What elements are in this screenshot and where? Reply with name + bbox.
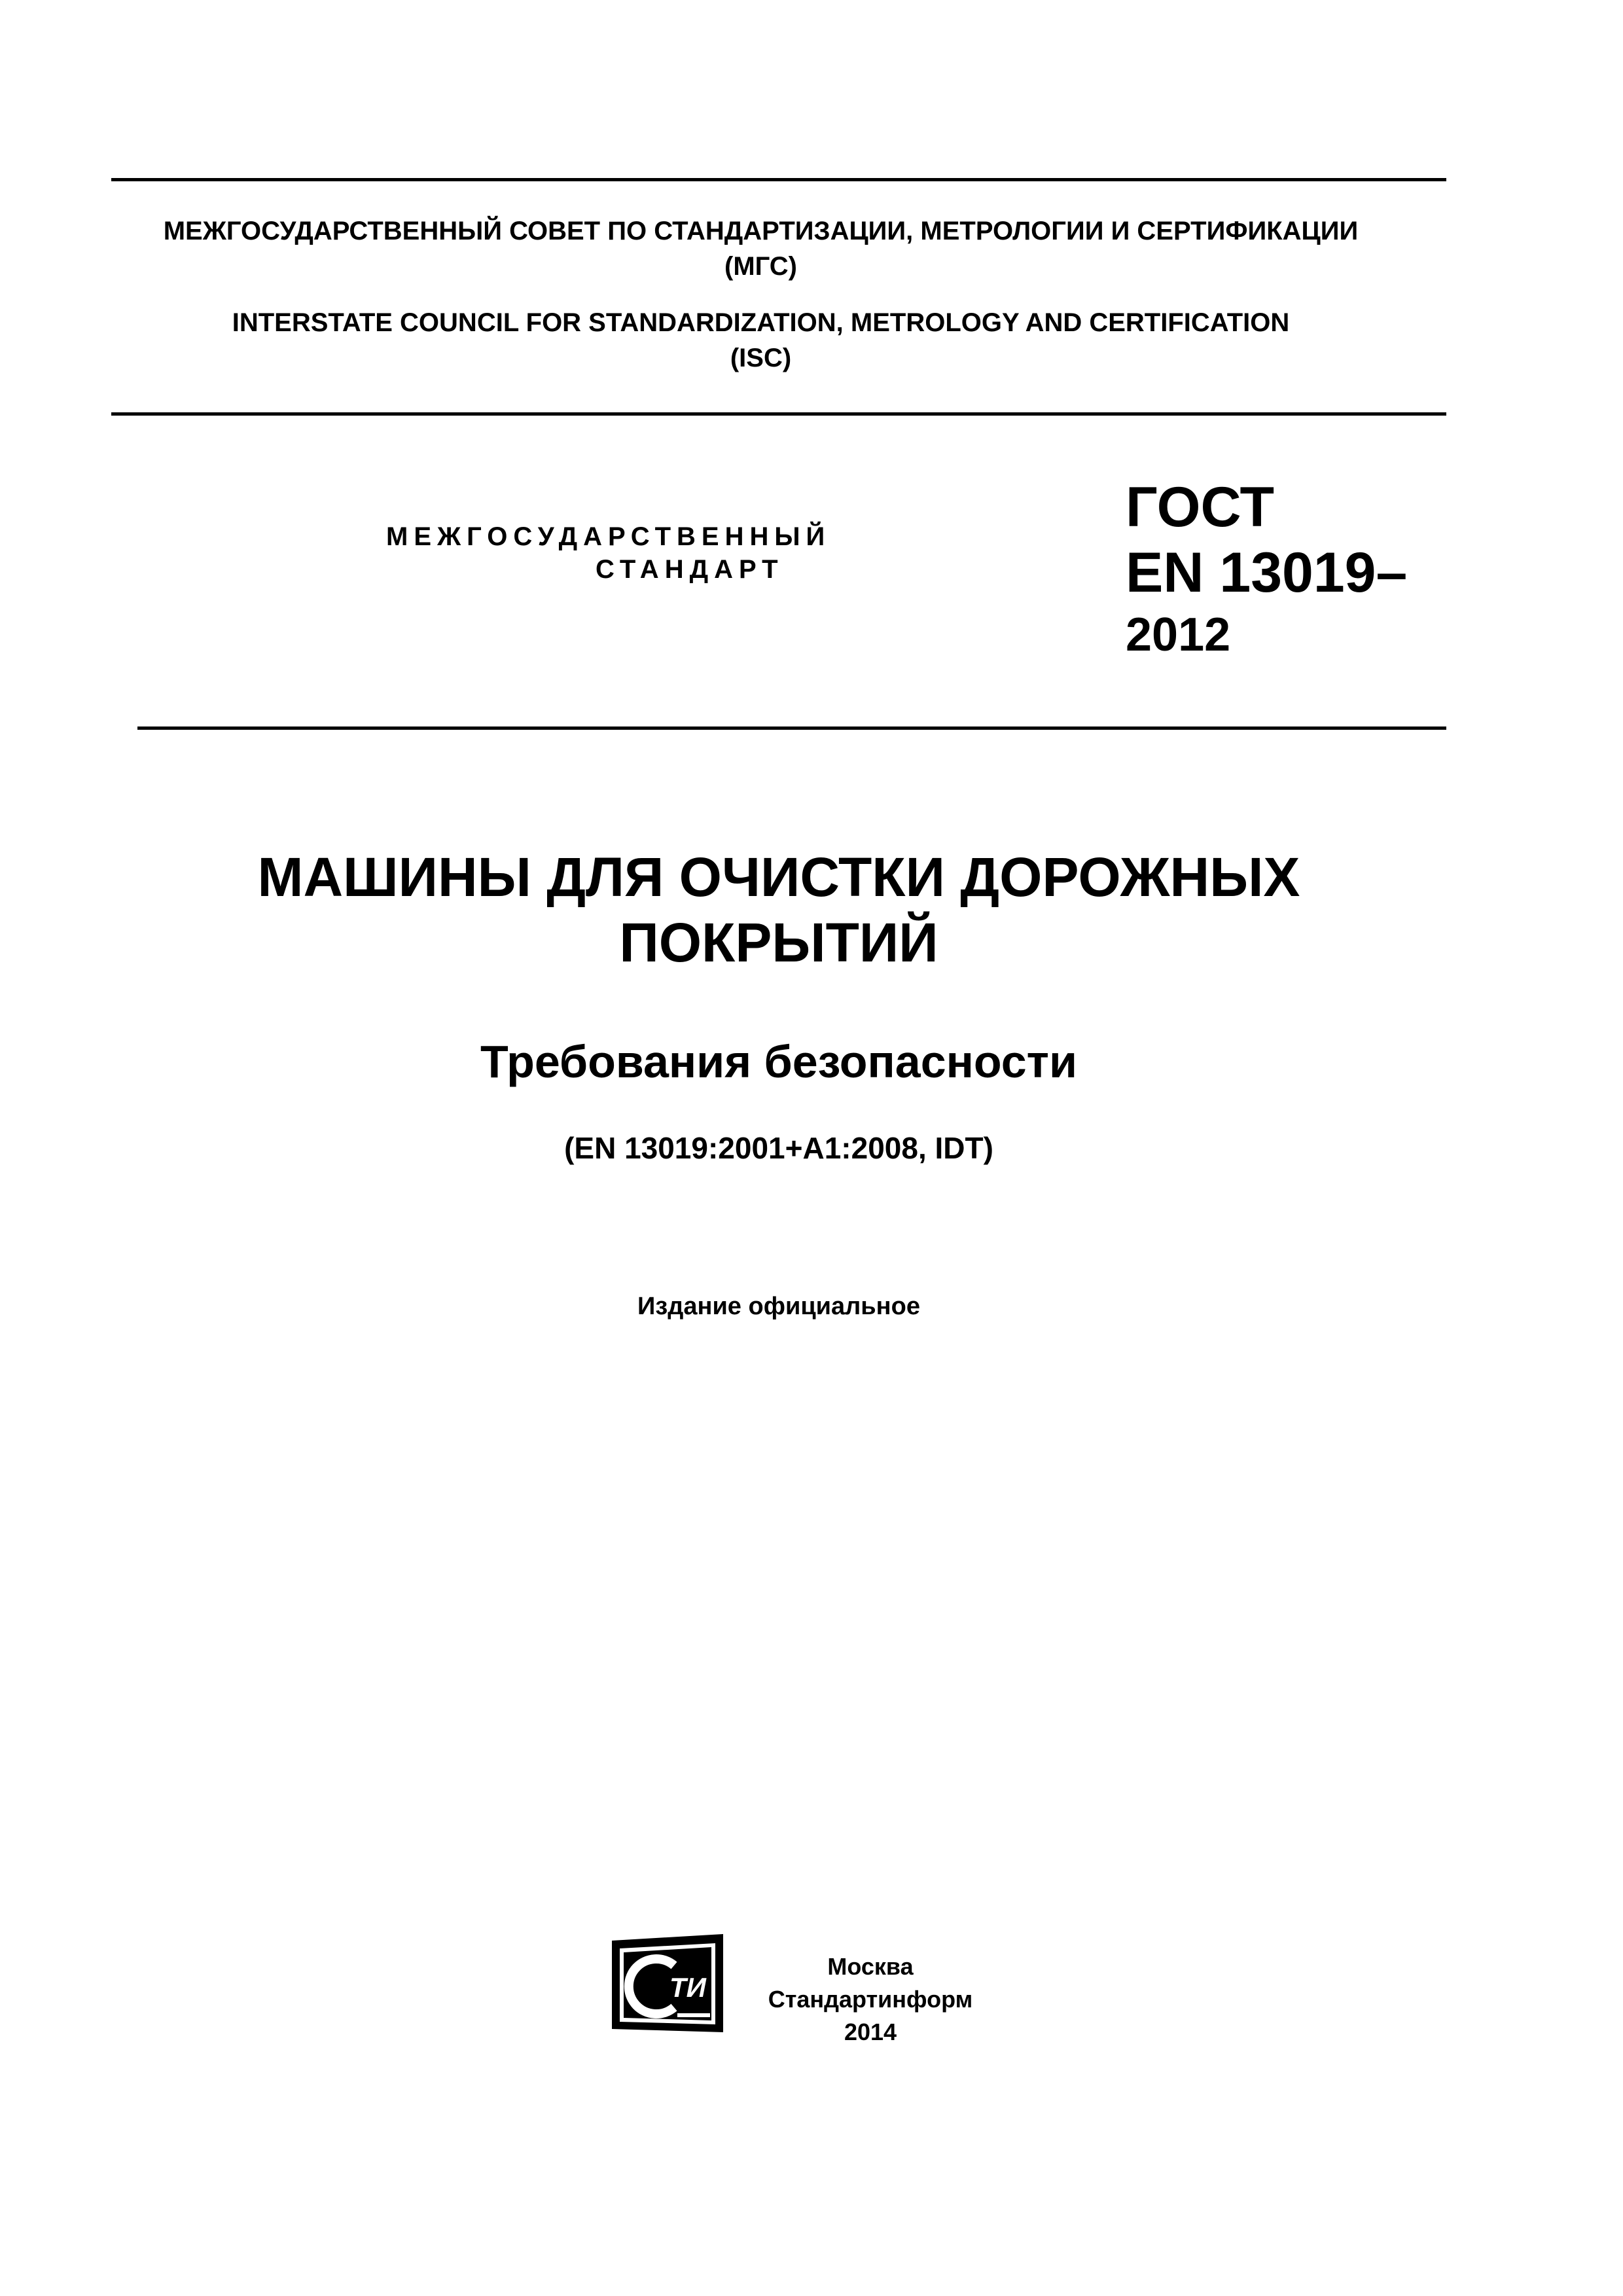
publisher-block [746,1950,995,2049]
gost-year: 2012 [1126,609,1231,661]
document-subtitle: Требования безопасности [480,1036,1077,1087]
council-ru-name: МЕЖГОСУДАРСТВЕННЫЙ СОВЕТ ПО СТАНДАРТИЗАЦИИ, МЕТРОЛОГИИ И СЕРТИФИКАЦИИ [163,217,1359,245]
gost-number: EN 13019– [1126,541,1408,604]
title-line2: ПОКРЫТИЙ [619,912,938,973]
council-rule [111,412,1446,416]
standard-type-line2: СТАНДАРТ [596,555,784,584]
council-en-abbr: (ISC) [730,344,792,372]
gost-designation [1126,475,1407,664]
council-ru-abbr: (МГС) [724,252,797,281]
standard-type-line1: МЕЖГОСУДАРСТВЕННЫЙ [386,522,831,551]
svg-text:ТИ: ТИ [669,1972,706,2003]
document-title [111,844,1446,975]
standartinform-logo-icon [612,1934,723,2032]
equivalence-note: (EN 13019:2001+A1:2008, IDT) [564,1131,993,1165]
title-line1: МАШИНЫ ДЛЯ ОЧИСТКИ ДОРОЖНЫХ [257,846,1300,908]
top-rule [111,178,1446,181]
designation-rule [137,726,1446,730]
gost-prefix: ГОСТ [1126,476,1275,539]
edition-note: Издание официальное [637,1293,920,1320]
publisher-year: 2014 [844,2018,897,2045]
publisher-name: Стандартинформ [768,1986,973,2013]
council-en-name: INTERSTATE COUNCIL FOR STANDARDIZATION, METROLOGY AND CERTIFICATION [232,308,1290,337]
council-block [111,213,1410,376]
publisher-city: Москва [827,1953,914,1980]
